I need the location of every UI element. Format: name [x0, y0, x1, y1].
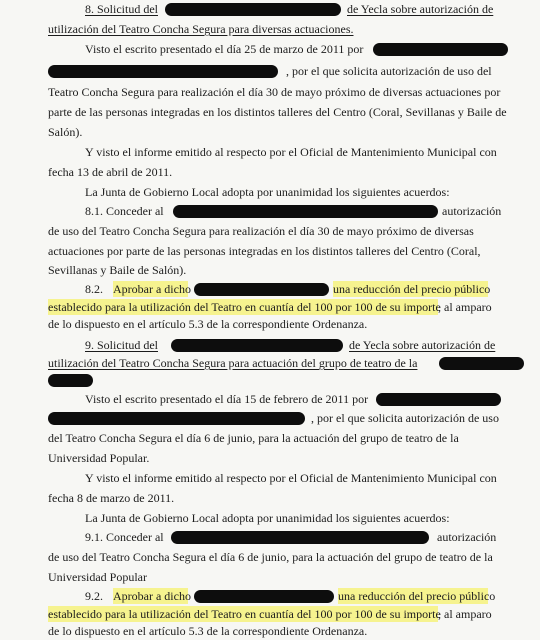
item8-informe-line2: fecha 13 de abril de 2011.: [48, 165, 173, 179]
item8-p2-line1: 8.2. Aprobar a dicho una reducción del precio público: [85, 282, 491, 296]
redaction-bar: [165, 3, 341, 16]
item9-p1-line3: Universidad Popular: [48, 570, 147, 584]
redaction-bar: [439, 357, 524, 370]
redaction-bar: [173, 205, 438, 218]
item8-informe-line1: Y visto el informe emitido al respecto por el Oficial de Mantenimiento Municipal con: [85, 145, 497, 159]
item8-visto-line4: parte de las personas integradas en los distintos talleres del Centro (Coral, Sevillanas y Baile de: [48, 105, 507, 119]
item9-informe-line2: fecha 8 de marzo de 2011.: [48, 491, 175, 505]
redaction-bar: [194, 590, 334, 603]
item9-junta: La Junta de Gobierno Local adopta por unanimidad los siguientes acuerdos:: [85, 511, 450, 525]
item8-heading-number: 8. Solicitud del: [85, 2, 158, 16]
item8-heading-title: de Yecla sobre autorización de: [347, 2, 494, 16]
redaction-bar: [373, 43, 508, 56]
redaction-bar: [171, 339, 343, 352]
item9-p2-line2: establecido para la utilización del Teatro en cuantía del 100 por 100 de su importe, al amparo: [48, 607, 492, 621]
item9-visto-line2: , por el que solicita autorización de uso: [48, 410, 497, 426]
item8-p2-line2: establecido para la utilización del Teatro en cuantía del 100 por 100 de su importe, al amparo: [48, 300, 492, 314]
redaction-bar: [194, 283, 329, 296]
item8-p1-line2: de uso del Teatro Concha Segura para realización el día 30 de mayo próximo de diversas: [48, 224, 474, 238]
item9-heading-title: de Yecla sobre autorización de: [349, 338, 496, 352]
item8-visto-line2: , por el que solicita autorización de uso del: [48, 63, 491, 79]
redaction-bar: [48, 374, 93, 387]
item8-visto-line3: Teatro Concha Segura para realización el día 30 de mayo próximo de diversas actuaciones por: [48, 85, 501, 99]
item9-p1-line2: de uso del Teatro Concha Segura el día 6 de junio, para la actuación del grupo de teatro de la: [48, 550, 493, 564]
redaction-bar: [376, 393, 501, 406]
item9-heading-line1: [85, 337, 525, 353]
redaction-bar: [48, 412, 305, 425]
item9-p2-line3: de lo dispuesto en el artículo 5.3 de la correspondiente Ordenanza.: [48, 624, 368, 638]
item8-visto-line5: Salón).: [48, 125, 83, 139]
item8-heading-line2: utilización del Teatro Concha Segura para diversas actuaciones.: [48, 22, 354, 36]
item9-heading-line2: utilización del Teatro Concha Segura para actuación del grupo de teatro de la: [48, 355, 524, 371]
item9-heading-number: 9. Solicitud del: [85, 338, 158, 352]
redaction-bar: [171, 531, 429, 544]
item8-junta: La Junta de Gobierno Local adopta por unanimidad los siguientes acuerdos:: [85, 185, 450, 199]
item9-p2-line1: 9.2. Aprobar a dicho una reducción del precio público: [85, 589, 496, 603]
item9-visto-line4: Universidad Popular.: [48, 451, 150, 465]
item9-visto-line3: del Teatro Concha Segura el día 6 de junio, para la actuación del grupo de teatro de la: [48, 431, 459, 445]
item8-visto-line1: Visto el escrito presentado el día 25 de marzo de 2011 por: [85, 41, 508, 57]
item9-informe-line1: Y visto el informe emitido al respecto por el Oficial de Mantenimiento Municipal con: [85, 471, 497, 485]
item8-p2-line3: de lo dispuesto en el artículo 5.3 de la correspondiente Ordenanza.: [48, 317, 368, 331]
item8-p1-line3: actuaciones por parte de las personas integradas en los distintos talleres del Centro (Coral,: [48, 244, 481, 258]
item9-heading-line3: [48, 372, 93, 388]
item9-p1-line1: 9.1. Conceder al autorización: [85, 530, 497, 544]
redaction-bar: [48, 65, 278, 78]
item9-visto-line1: Visto el escrito presentado el día 15 de febrero de 2011 por: [85, 391, 501, 407]
item8-p1-line1: 8.1. Conceder al autorización: [85, 204, 502, 218]
item8-heading-line1: [85, 1, 517, 17]
item8-p1-line4: Sevillanas y Baile de Salón).: [48, 263, 187, 277]
